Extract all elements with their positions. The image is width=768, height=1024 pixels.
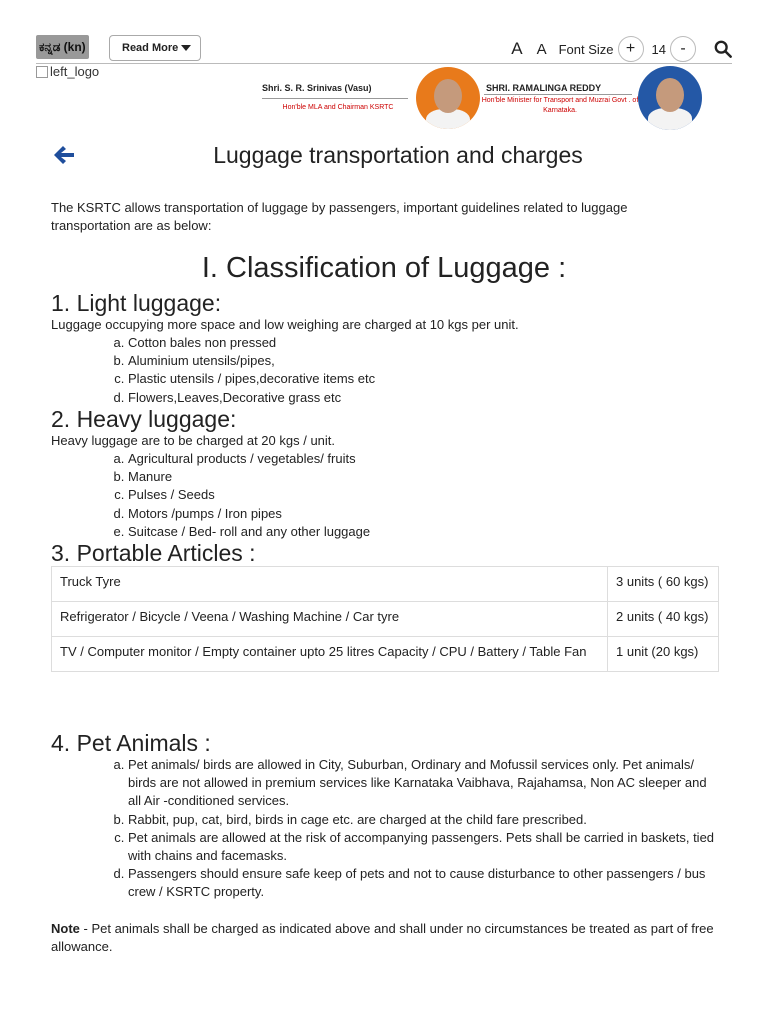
list-item: c. Plastic utensils / pipes,decorative items etc xyxy=(128,370,375,388)
table-cell-units: 3 units ( 60 kgs) xyxy=(608,567,719,602)
font-increase-button[interactable]: + xyxy=(618,36,644,62)
list-item: d. Flowers,Leaves,Decorative grass etc xyxy=(128,389,375,407)
back-arrow-icon[interactable] xyxy=(52,143,76,167)
divider xyxy=(262,98,408,99)
note-paragraph xyxy=(51,920,721,956)
light-luggage-heading: 1. Light luggage: xyxy=(51,290,222,316)
official-2-name: SHRI. RAMALINGA REDDY xyxy=(486,83,602,93)
table-cell-item: TV / Computer monitor / Empty container upto 25 litres Capacity / CPU / Battery / Table Fan xyxy=(52,637,608,672)
list-item: d. Passengers should ensure safe keep of pets and not to cause disturbance to other passengers / bus crew / KSRTC property. xyxy=(128,865,720,901)
font-decrease-button[interactable]: - xyxy=(670,36,696,62)
divider xyxy=(484,94,632,95)
light-luggage-description: Luggage occupying more space and low weighing are charged at 10 kgs per unit. xyxy=(51,317,519,332)
official-2-photo xyxy=(638,66,702,130)
intro-text: The KSRTC allows transportation of luggage by passengers, important guidelines related to luggage transportation are as below: xyxy=(51,200,628,233)
official-1-name: Shri. S. R. Srinivas (Vasu) xyxy=(262,83,372,93)
left-logo-alt-text: left_logo xyxy=(50,64,100,79)
table-cell-item: Truck Tyre xyxy=(52,567,608,602)
list-item: b. Rabbit, pup, cat, bird, birds in cage etc. are charged at the child fare prescribed. xyxy=(128,811,720,829)
read-more-label: Read More xyxy=(122,42,179,54)
font-size-controls xyxy=(511,35,732,63)
font-size-value: 14 xyxy=(651,41,666,57)
list-item: a. Agricultural products / vegetables/ fruits xyxy=(128,450,370,468)
official-1-photo xyxy=(416,67,480,129)
broken-image-icon xyxy=(36,66,48,78)
note-text: - Pet animals shall be charged as indicated above and shall under no circumstances be treated as part of free allowance. xyxy=(51,921,714,954)
section-heading: I. Classification of Luggage : xyxy=(201,252,567,284)
font-large-button[interactable]: A xyxy=(511,39,523,58)
pet-animals-heading: 4. Pet Animals : xyxy=(51,730,211,756)
table-row xyxy=(52,567,719,602)
page-title: Luggage transportation and charges xyxy=(213,142,583,168)
font-size-label: Font Size xyxy=(558,41,614,57)
search-icon[interactable] xyxy=(714,40,732,58)
table-cell-units: 2 units ( 40 kgs) xyxy=(608,602,719,637)
list-item: b. Manure xyxy=(128,468,370,486)
table-row xyxy=(52,602,719,637)
table-cell-item: Refrigerator / Bicycle / Veena / Washing Machine / Car tyre xyxy=(52,602,608,637)
pet-animals-list xyxy=(84,756,720,902)
top-bar xyxy=(36,35,732,64)
caret-down-icon xyxy=(181,45,191,51)
heavy-luggage-heading: 2. Heavy luggage: xyxy=(51,406,237,432)
list-item: e. Suitcase / Bed- roll and any other luggage xyxy=(128,523,370,541)
list-item: c. Pulses / Seeds xyxy=(128,486,370,504)
font-small-button[interactable]: A xyxy=(536,40,547,58)
table-cell-units: 1 unit (20 kgs) xyxy=(608,637,719,672)
list-item: a. Pet animals/ birds are allowed in City, Suburban, Ordinary and Mofussil services only. Pet animals/ birds are not allowed in premium services like Karnataka Vaibhava, Rajahamsa, Non AC sleeper and all Air -conditioned services. xyxy=(128,756,720,811)
list-item: d. Motors /pumps / Iron pipes xyxy=(128,505,370,523)
table-row xyxy=(52,637,719,672)
heavy-luggage-description: Heavy luggage are to be charged at 20 kgs / unit. xyxy=(51,433,336,448)
left-logo[interactable] xyxy=(36,64,99,79)
portable-articles-table xyxy=(51,566,719,672)
read-more-dropdown[interactable] xyxy=(109,35,201,61)
heavy-luggage-list xyxy=(84,450,370,541)
list-item: b. Aluminium utensils/pipes, xyxy=(128,352,375,370)
officials-banner xyxy=(258,66,704,130)
list-item: a. Cotton bales non pressed xyxy=(128,334,375,352)
note-label: Note xyxy=(51,921,80,936)
official-2-role: Hon'ble Minister for Transport and Muzrai Govt . of Karnataka. xyxy=(481,97,639,114)
language-toggle-button[interactable]: ಕನ್ನಡ (kn) xyxy=(36,35,89,59)
portable-articles-heading: 3. Portable Articles : xyxy=(51,540,256,566)
official-1-role: Hon'ble MLA and Chairman KSRTC xyxy=(282,104,394,111)
light-luggage-list xyxy=(84,334,375,407)
list-item: c. Pet animals are allowed at the risk of accompanying passengers. Pets shall be carried in baskets, tied with chains and facemasks. xyxy=(128,829,720,865)
